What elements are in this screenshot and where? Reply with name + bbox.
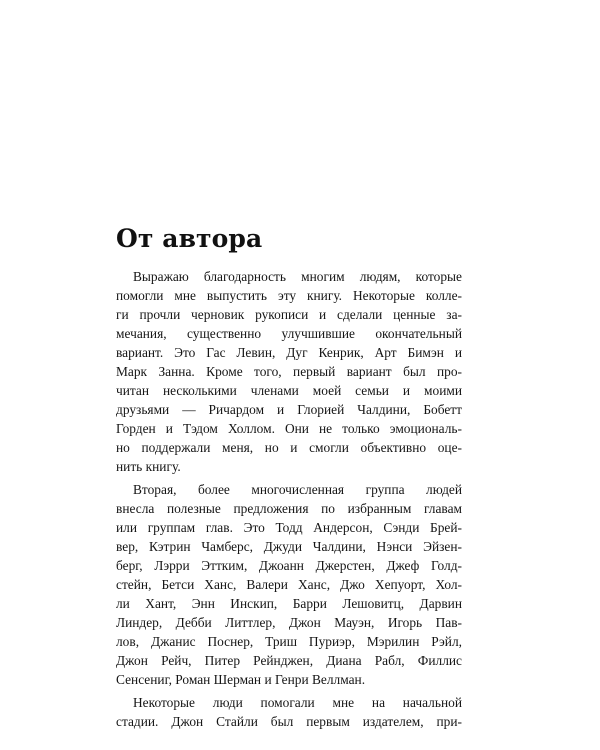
text-line: нить книгу. bbox=[116, 459, 181, 474]
text-line: стадии. Джон Стайли был первым издателем, при- bbox=[116, 714, 462, 729]
text-line: внесла полезные предложения по избранным главам bbox=[116, 501, 462, 516]
text-line: Марк Занна. Кроме того, первый вариант был про- bbox=[116, 364, 462, 379]
text-line: друзьями — Ричардом и Глорией Чалдини, Бобетт bbox=[116, 402, 462, 417]
text-line: Вторая, более многочисленная группа людей bbox=[133, 482, 462, 497]
text-line: лов, Джанис Поснер, Триш Пуриэр, Мэрилин Рэйл, bbox=[116, 634, 462, 649]
text-line: Джон Рейч, Питер Рейнджен, Диана Рабл, Филлис bbox=[116, 653, 462, 668]
text-line: ли Хант, Энн Инскип, Барри Лешовитц, Дарвин bbox=[116, 596, 462, 611]
text-line: берг, Лэрри Эттким, Джоанн Джерстен, Джеф Голд- bbox=[116, 558, 462, 573]
text-line: Горден и Тэдом Холлом. Они не только эмоциональ- bbox=[116, 421, 462, 436]
text-line: но поддержали меня, но и смогли объективно оце- bbox=[116, 440, 462, 455]
text-line: или группам глав. Это Тодд Андерсон, Сэнди Брей- bbox=[116, 520, 462, 535]
text-line: Некоторые люди помогали мне на начальной bbox=[133, 695, 462, 710]
text-line: Выражаю благодарность многим людям, которые bbox=[133, 269, 462, 284]
text-line: помогли мне выпустить эту книгу. Некоторые колле- bbox=[116, 288, 462, 303]
text-line: читан несколькими членами моей семьи и моими bbox=[116, 383, 462, 398]
text-line: вариант. Это Гас Левин, Дуг Кенрик, Арт Бимэн и bbox=[116, 345, 462, 360]
paragraph-1 bbox=[116, 267, 462, 476]
paragraph-2 bbox=[116, 480, 462, 689]
text-line: Сенсениг, Роман Шерман и Генри Веллман. bbox=[116, 672, 366, 687]
text-line: вер, Кэтрин Чамберс, Джуди Чалдини, Нэнси Эйзен- bbox=[116, 539, 462, 554]
body-text bbox=[116, 267, 462, 731]
text-line: Линдер, Дебби Литтлер, Джон Мауэн, Игорь Пав- bbox=[116, 615, 462, 630]
text-line: мечания, существенно улучшившие окончательный bbox=[116, 326, 462, 341]
paragraph-3 bbox=[116, 693, 462, 731]
text-line: стейн, Бетси Ханс, Валери Ханс, Джо Хепуорт, Хол- bbox=[116, 577, 462, 592]
chapter-title: От автора bbox=[116, 224, 263, 253]
text-line: ги прочли черновик рукописи и сделали ценные за- bbox=[116, 307, 462, 322]
